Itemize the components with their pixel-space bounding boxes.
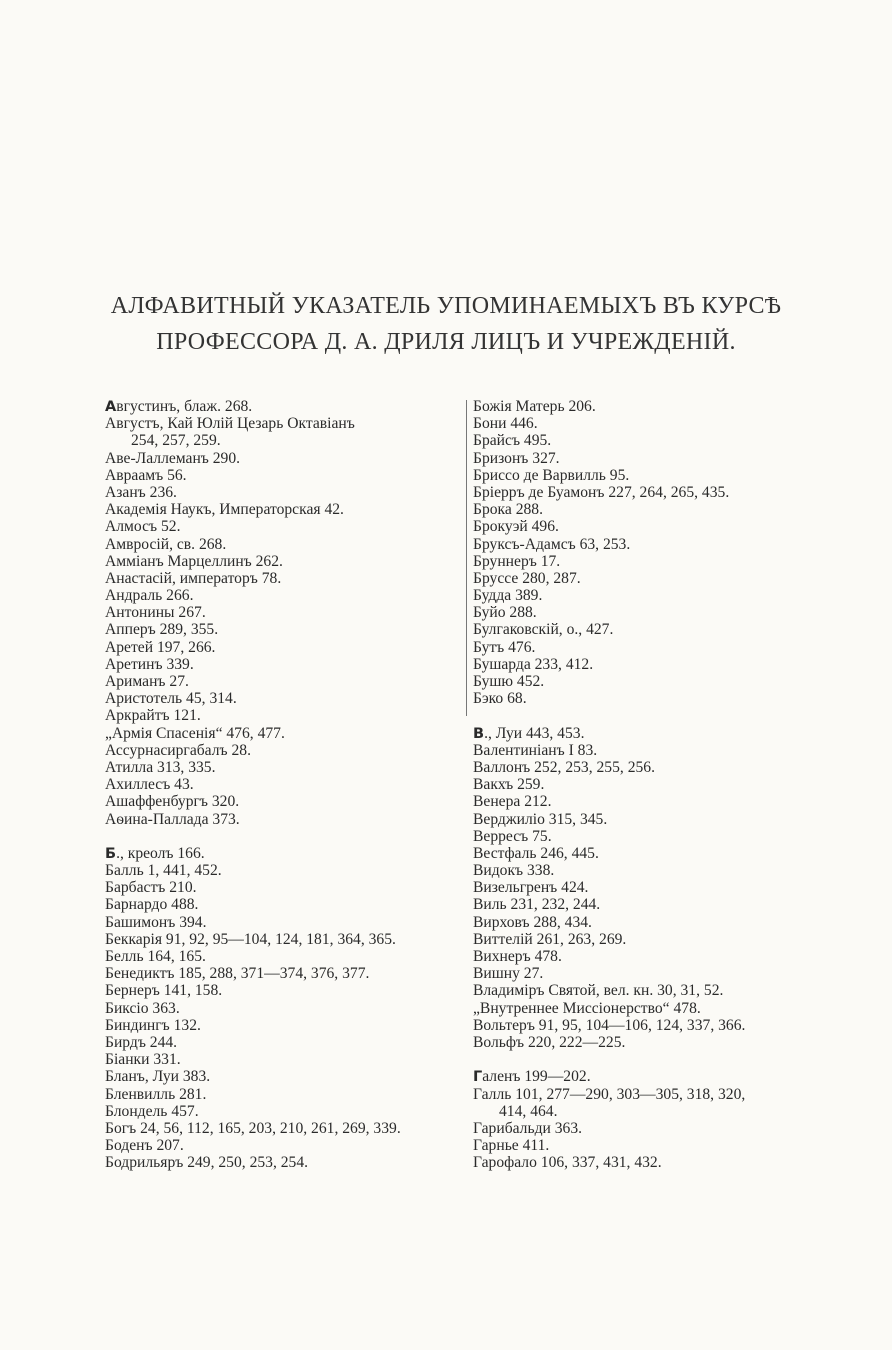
index-entry — [105, 965, 465, 982]
index-title-line-2: ПРОФЕССОРА Д. А. ДРИЛЯ ЛИЦЪ И УЧРЕЖДЕНІЙ. — [156, 329, 736, 355]
index-entry — [105, 776, 465, 793]
index-entry-text: „Армія Спасенія“ 476, 477. — [105, 724, 285, 742]
index-entry — [473, 931, 843, 948]
index-entry-text: Бирдъ 244. — [105, 1033, 178, 1051]
index-entry-text: Буйо 288. — [473, 604, 537, 622]
index-entry — [473, 1137, 843, 1154]
index-entry — [473, 845, 843, 862]
index-entry — [105, 725, 465, 742]
index-entry-text: Бризонъ 327. — [473, 449, 560, 467]
index-entry — [473, 1017, 843, 1034]
index-entry — [473, 1154, 843, 1171]
section-gap — [473, 707, 843, 724]
index-entry-text: Барнардо 488. — [105, 896, 199, 914]
index-entry-text: Божія Матерь 206. — [473, 398, 596, 415]
index-entry-text: Бони 446. — [473, 415, 538, 433]
index-entry-text: Атилла 313, 335. — [105, 758, 216, 776]
index-entry-text: Азанъ 236. — [105, 483, 177, 501]
index-entry-text: Вестфаль 246, 445. — [473, 844, 599, 862]
index-entry-text: Андраль 266. — [105, 587, 194, 605]
index-entry-text: Аристотель 45, 314. — [105, 690, 237, 708]
index-entry-text: Виль 231, 232, 244. — [473, 896, 601, 914]
index-entry — [105, 450, 465, 467]
index-entry — [105, 1034, 465, 1051]
section-letter: В — [473, 725, 485, 742]
index-entry-text: Блондель 457. — [105, 1102, 199, 1120]
index-entry-text: Амміанъ Марцеллинъ 262. — [105, 552, 283, 570]
index-entry-text: Біанки 331. — [105, 1051, 181, 1069]
index-entry — [105, 656, 465, 673]
index-entry — [473, 1120, 843, 1137]
index-entry-text: Бутъ 476. — [473, 638, 536, 656]
index-entry — [105, 570, 465, 587]
index-entry-text: Владиміръ Святой, вел. кн. 30, 31, 52. — [473, 982, 724, 1000]
index-entry — [105, 759, 465, 776]
index-entry — [105, 536, 465, 553]
index-entry-text: Брайсъ 495. — [473, 432, 552, 450]
index-entry-text: Аве-Лаллеманъ 290. — [105, 449, 241, 467]
index-entry — [105, 639, 465, 656]
index-entry — [473, 828, 843, 845]
index-entry-text: Башимонъ 394. — [105, 913, 207, 931]
index-entry-text: Вихнеръ 478. — [473, 948, 562, 965]
index-entry-text: Ашаффенбургъ 320. — [105, 793, 240, 811]
index-entry-text: Валлонъ 252, 253, 255, 256. — [473, 758, 655, 776]
index-entry — [473, 604, 843, 621]
index-entry — [473, 536, 843, 553]
index-entry — [473, 621, 843, 638]
index-entry-text: Бодрильяръ 249, 250, 253, 254. — [105, 1154, 309, 1172]
index-entry-text: Будда 389. — [473, 587, 543, 605]
index-entry — [105, 1103, 465, 1120]
index-entry-text: Боденъ 207. — [105, 1137, 184, 1155]
index-entry-text: Бенедиктъ 185, 288, 371—374, 376, 377. — [105, 965, 370, 983]
index-title — [0, 288, 892, 360]
index-entry-text: Алмосъ 52. — [105, 518, 181, 536]
index-entry-text: Ахиллесъ 43. — [105, 776, 194, 794]
index-entry-text: Аркрайтъ 121. — [105, 707, 201, 725]
index-entry-text: Барбастъ 210. — [105, 879, 197, 897]
index-entry-text: Бернеръ 141, 158. — [105, 982, 223, 1000]
index-entry-text: Бруссе 280, 287. — [473, 569, 581, 587]
index-entry-text: Гарибальди 363. — [473, 1119, 583, 1137]
index-entry-text: аленъ 199—202. — [482, 1068, 591, 1086]
index-entry-text: Вольфъ 220, 222—225. — [473, 1033, 626, 1051]
index-entry-text: Амвросій, св. 268. — [105, 535, 227, 553]
index-entry-text: Бланъ, Луи 383. — [105, 1068, 211, 1086]
index-entry — [105, 1154, 465, 1171]
index-entry-text: Бруннеръ 17. — [473, 552, 561, 570]
section-letter: Г — [473, 1069, 483, 1086]
index-entry-text: Бэко 68. — [473, 690, 527, 708]
index-entry — [473, 587, 843, 604]
index-entry — [105, 862, 465, 879]
index-title-line-1: АЛФАВИТНЫЙ УКАЗАТЕЛЬ УПОМИНАЕМЫХЪ ВЪ КУРСѢ — [110, 293, 782, 319]
index-entry-text: Ариманъ 27. — [105, 673, 189, 690]
index-entry — [473, 1086, 843, 1103]
index-entry — [105, 467, 465, 484]
index-entry — [473, 776, 843, 793]
index-entry — [105, 914, 465, 931]
index-entry — [105, 1017, 465, 1034]
index-entry-text: Галль 101, 277—290, 303—305, 318, 320, — [473, 1085, 746, 1103]
index-entry-text: 254, 257, 259. — [131, 432, 221, 450]
index-entry — [105, 931, 465, 948]
index-entry — [473, 811, 843, 828]
index-entry — [473, 1000, 843, 1017]
index-entry — [473, 501, 843, 518]
index-entry-text: Видокъ 338. — [473, 862, 555, 880]
index-entry — [473, 673, 843, 690]
index-entry — [105, 742, 465, 759]
section-letter: А — [105, 399, 117, 415]
index-entry-text: ., креолъ 166. — [116, 844, 205, 862]
index-entry — [473, 742, 843, 759]
index-entry-text: Антонины 267. — [105, 604, 206, 622]
section-gap — [473, 1051, 843, 1068]
index-entry — [105, 793, 465, 810]
index-entry-text: Вишну 27. — [473, 965, 544, 983]
index-entry-text: Бушарда 233, 412. — [473, 655, 594, 673]
index-entry-text: Августъ, Кай Юлій Цезарь Октавіанъ — [105, 415, 355, 433]
index-entry-text: Брока 288. — [473, 501, 543, 519]
index-entry-text: Верджиліо 315, 345. — [473, 810, 608, 828]
section-letter: Б — [105, 845, 117, 862]
index-entry-text: Венера 212. — [473, 793, 552, 811]
index-entry — [473, 965, 843, 982]
index-entry-text: Брокуэй 496. — [473, 518, 559, 536]
index-entry-text: Аретей 197, 266. — [105, 638, 216, 656]
index-entry-text: Гарофало 106, 337, 431, 432. — [473, 1154, 662, 1172]
index-entry — [105, 845, 465, 862]
column-divider — [466, 400, 467, 716]
index-entry — [105, 518, 465, 535]
index-entry — [105, 398, 465, 415]
index-entry — [473, 553, 843, 570]
index-entry-text: Богъ 24, 56, 112, 165, 203, 210, 261, 269, 339. — [105, 1119, 401, 1137]
index-entry — [473, 639, 843, 656]
index-entry — [105, 621, 465, 638]
index-entry-continuation — [105, 432, 465, 449]
index-entry — [105, 1120, 465, 1137]
index-entry — [105, 484, 465, 501]
index-entry — [105, 707, 465, 724]
index-entry — [473, 570, 843, 587]
index-entry — [105, 1068, 465, 1085]
index-entry — [473, 914, 843, 931]
index-entry — [473, 725, 843, 742]
index-entry — [105, 690, 465, 707]
index-entry-text: Бриссо де Варвилль 95. — [473, 466, 630, 484]
index-entry-text: 414, 464. — [499, 1102, 558, 1120]
index-entry-text: Аѳина-Паллада 373. — [105, 810, 240, 828]
index-entry — [473, 759, 843, 776]
index-entry-text: Бруксъ-Адамсъ 63, 253. — [473, 535, 631, 553]
index-entry — [473, 432, 843, 449]
index-entry-continuation — [473, 1103, 843, 1120]
index-entry-text: Бленвилль 281. — [105, 1085, 207, 1103]
index-entry-text: Верресъ 75. — [473, 827, 552, 845]
index-entry — [105, 948, 465, 965]
index-entry — [473, 896, 843, 913]
index-entry — [473, 1068, 843, 1085]
section-gap — [105, 828, 465, 845]
index-entry — [105, 673, 465, 690]
index-entry — [473, 484, 843, 501]
index-entry-text: Виттелій 261, 263, 269. — [473, 930, 627, 948]
index-entry — [105, 415, 465, 432]
index-entry — [473, 1034, 843, 1051]
index-entry — [473, 415, 843, 432]
index-entry — [105, 879, 465, 896]
index-entry-text: „Внутреннее Миссіонерство“ 478. — [473, 999, 701, 1017]
index-entry-text: Вирховъ 288, 434. — [473, 913, 592, 931]
index-entry — [105, 553, 465, 570]
index-entry-text: Академія Наукъ, Императорская 42. — [105, 501, 344, 519]
index-entry-text: Бушю 452. — [473, 673, 545, 690]
index-entry — [105, 811, 465, 828]
index-entry-text: вгустинъ, блаж. 268. — [116, 398, 253, 415]
index-entry-text: Биндингъ 132. — [105, 1016, 201, 1034]
index-entry-text: Белль 164, 165. — [105, 948, 206, 965]
index-entry — [473, 879, 843, 896]
index-entry-text: Ассурнасиргабалъ 28. — [105, 741, 251, 759]
index-entry-text: Валентиніанъ I 83. — [473, 741, 598, 759]
index-entry — [105, 982, 465, 999]
index-entry — [105, 1051, 465, 1068]
index-entry — [105, 604, 465, 621]
index-entry — [473, 656, 843, 673]
index-entry-text: Аретинъ 339. — [105, 655, 194, 673]
index-entry-text: Гарнье 411. — [473, 1137, 550, 1155]
index-entry — [105, 1000, 465, 1017]
index-entry-text: Балль 1, 441, 452. — [105, 862, 222, 880]
index-column-right — [473, 398, 843, 1171]
index-entry — [105, 1086, 465, 1103]
index-entry — [105, 501, 465, 518]
index-entry — [473, 467, 843, 484]
index-entry-text: Анастасій, императоръ 78. — [105, 569, 282, 587]
index-entry-text: ., Луи 443, 453. — [484, 724, 585, 742]
index-entry — [473, 793, 843, 810]
index-column-left — [105, 398, 465, 1171]
index-entry-text: Вольтеръ 91, 95, 104—106, 124, 337, 366. — [473, 1016, 746, 1034]
index-entry-text: Вакхъ 259. — [473, 776, 545, 794]
index-entry — [105, 1137, 465, 1154]
index-entry — [473, 398, 843, 415]
index-entry — [105, 587, 465, 604]
index-entry — [473, 982, 843, 999]
index-entry — [473, 518, 843, 535]
index-entry-text: Булгаковскій, о., 427. — [473, 621, 614, 639]
index-entry-text: Визельгренъ 424. — [473, 879, 589, 897]
index-entry — [105, 896, 465, 913]
index-entry — [473, 948, 843, 965]
index-entry — [473, 690, 843, 707]
index-entry-text: Биксіо 363. — [105, 999, 180, 1017]
index-entry-text: Беккарія 91, 92, 95—104, 124, 181, 364, 365. — [105, 930, 396, 948]
index-entry — [473, 450, 843, 467]
index-entry-text: Бріерръ де Буамонъ 227, 264, 265, 435. — [473, 483, 730, 501]
index-entry — [473, 862, 843, 879]
index-entry-text: Апперъ 289, 355. — [105, 621, 219, 639]
index-entry-text: Авраамъ 56. — [105, 466, 187, 484]
